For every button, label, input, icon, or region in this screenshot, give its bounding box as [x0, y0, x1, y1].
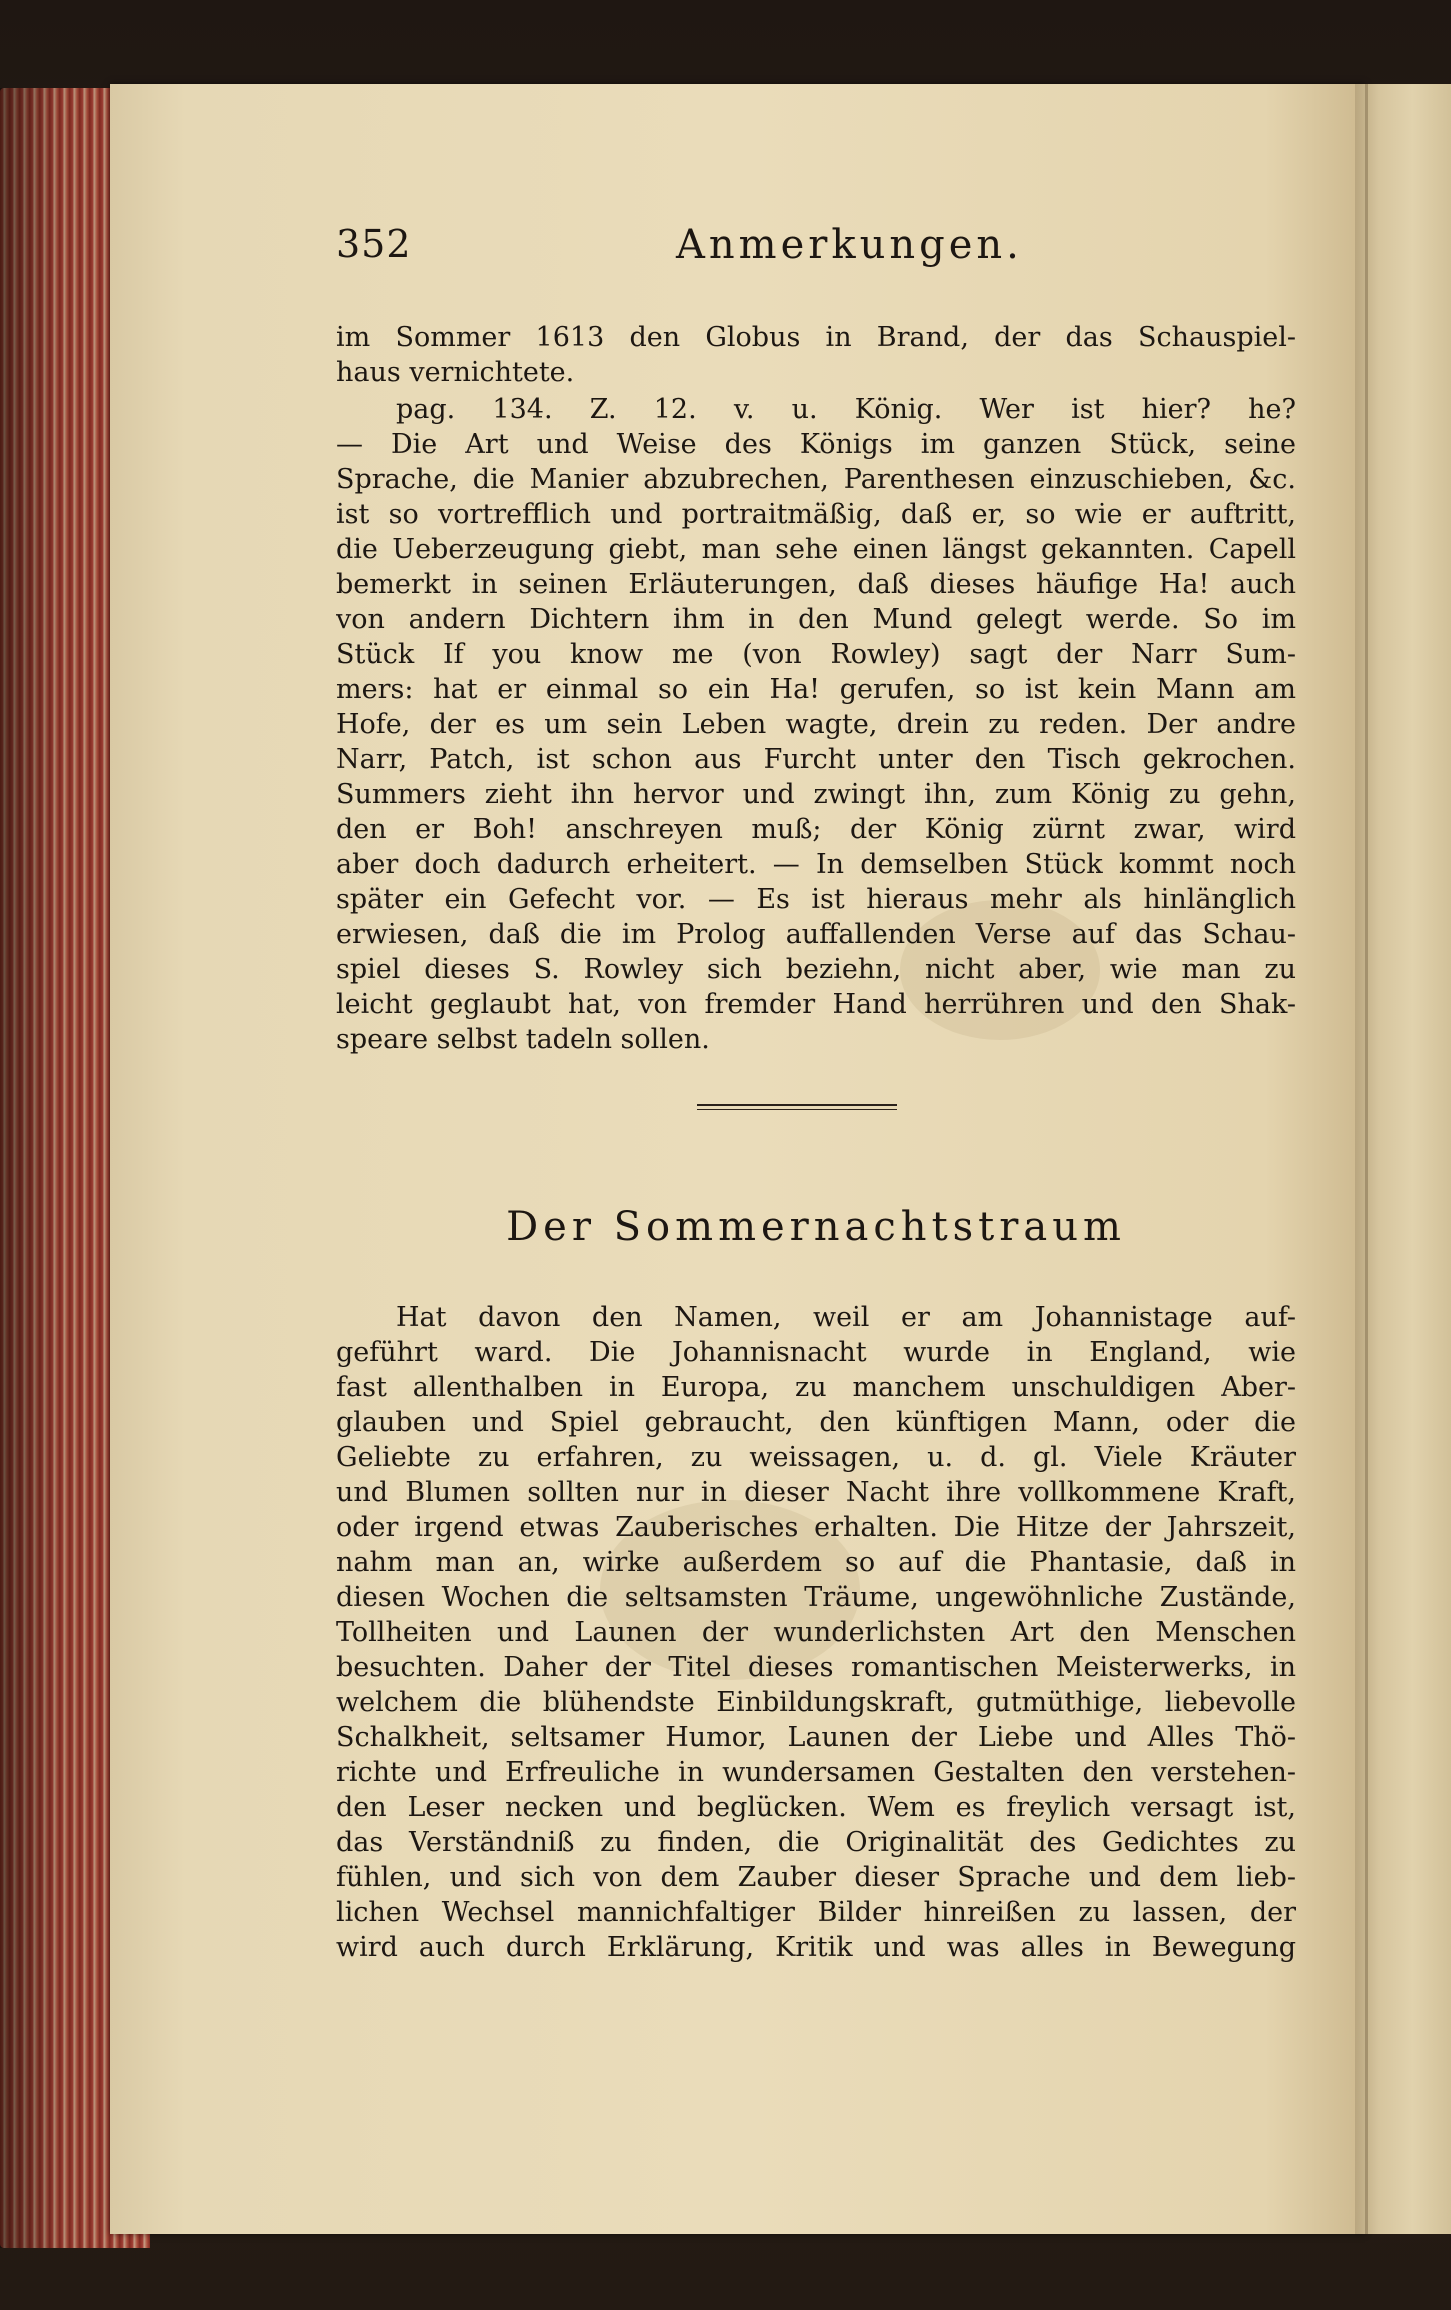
text-line: leicht geglaubt hat, von fremder Hand herrühren und den Shak-	[336, 989, 1296, 1020]
text-line: glauben und Spiel gebraucht, den künftigen Mann, oder die	[336, 1407, 1296, 1438]
text-line: im Sommer 1613 den Globus in Brand, der das Schauspiel-	[336, 322, 1296, 353]
text-line: Schalkheit, seltsamer Humor, Launen der Liebe und Alles Thö-	[336, 1722, 1296, 1753]
text-line: die Ueberzeugung giebt, man sehe einen längst gekannten. Capell	[336, 534, 1296, 565]
text-line: ist so vortrefflich und portraitmäßig, daß er, so wie er auftritt,	[336, 499, 1296, 530]
text-line: besuchten. Daher der Titel dieses romantischen Meisterwerks, in	[336, 1652, 1296, 1683]
text-line: Stück If you know me (von Rowley) sagt der Narr Sum-	[336, 639, 1296, 670]
text-line: Sprache, die Manier abzubrechen, Parenthesen einzuschieben, &c.	[336, 464, 1296, 495]
text-line: Tollheiten und Launen der wunderlichsten Art den Menschen	[336, 1617, 1296, 1648]
running-head: Anmerkungen.	[676, 222, 1023, 268]
section-divider	[697, 1104, 897, 1106]
page-gutter-line	[1365, 84, 1368, 2234]
text-line: pag. 134. Z. 12. v. u. König. Wer ist hier? he?	[396, 394, 1296, 425]
text-line: speare selbst tadeln sollen.	[336, 1024, 710, 1055]
text-line: erwiesen, daß die im Prolog auffallenden Verse auf das Schau-	[336, 919, 1296, 950]
text-line: von andern Dichtern ihm in den Mund gelegt werde. So im	[336, 604, 1296, 635]
paragraph-section-body	[336, 1300, 1296, 1965]
text-line: Geliebte zu erfahren, zu weissagen, u. d. gl. Viele Kräuter	[336, 1442, 1296, 1473]
text-line: richte und Erfreuliche in wundersamen Gestalten den verstehen-	[336, 1757, 1296, 1788]
text-line: den er Boh! anschreyen muß; der König zürnt zwar, wird	[336, 814, 1296, 845]
text-line: und Blumen sollten nur in dieser Nacht ihre vollkommene Kraft,	[336, 1477, 1296, 1508]
section-title: Der Sommernachtstraum	[506, 1204, 1126, 1250]
text-line: oder irgend etwas Zauberisches erhalten. Die Hitze der Jahrszeit,	[336, 1512, 1296, 1543]
text-line: welchem die blühendste Einbildungskraft, gutmüthige, liebevolle	[336, 1687, 1296, 1718]
text-line: spiel dieses S. Rowley sich beziehn, nicht aber, wie man zu	[336, 954, 1296, 985]
text-line: geführt ward. Die Johannisnacht wurde in England, wie	[336, 1337, 1296, 1368]
text-line: fühlen, und sich von dem Zauber dieser Sprache und dem lieb-	[336, 1862, 1296, 1893]
text-line: später ein Gefecht vor. — Es ist hieraus mehr als hinlänglich	[336, 884, 1296, 915]
text-line: wird auch durch Erklärung, Kritik und was alles in Bewegung	[336, 1932, 1296, 1963]
text-line: aber doch dadurch erheitert. — In demselben Stück kommt noch	[336, 849, 1296, 880]
text-line: Hat davon den Namen, weil er am Johannistage auf-	[396, 1302, 1296, 1333]
text-line: bemerkt in seinen Erläuterungen, daß dieses häufige Ha! auch	[336, 569, 1296, 600]
text-line: — Die Art und Weise des Königs im ganzen Stück, seine	[336, 429, 1296, 460]
text-line: diesen Wochen die seltsamsten Träume, ungewöhnliche Zustände,	[336, 1582, 1296, 1613]
text-line: lichen Wechsel mannichfaltiger Bilder hinreißen zu lassen, der	[336, 1897, 1296, 1928]
text-line: das Verständniß zu finden, die Originalität des Gedichtes zu	[336, 1827, 1296, 1858]
text-line: mers: hat er einmal so ein Ha! gerufen, so ist kein Mann am	[336, 674, 1296, 705]
facing-page-strip	[1355, 84, 1451, 2234]
page-header	[336, 222, 1296, 282]
text-line: fast allenthalben in Europa, zu manchem unschuldigen Aber-	[336, 1372, 1296, 1403]
text-line: nahm man an, wirke außerdem so auf die Phantasie, daß in	[336, 1547, 1296, 1578]
page-number: 352	[336, 222, 412, 266]
text-line: Narr, Patch, ist schon aus Furcht unter den Tisch gekrochen.	[336, 744, 1296, 775]
paragraph-note	[336, 392, 1296, 1057]
paragraph-continued	[336, 320, 1296, 390]
text-line: den Leser necken und beglücken. Wem es freylich versagt ist,	[336, 1792, 1296, 1823]
text-line: haus vernichtete.	[336, 357, 575, 388]
text-line: Summers zieht ihn hervor und zwingt ihn, zum König zu gehn,	[336, 779, 1296, 810]
text-line: Hofe, der es um sein Leben wagte, drein zu reden. Der andre	[336, 709, 1296, 740]
